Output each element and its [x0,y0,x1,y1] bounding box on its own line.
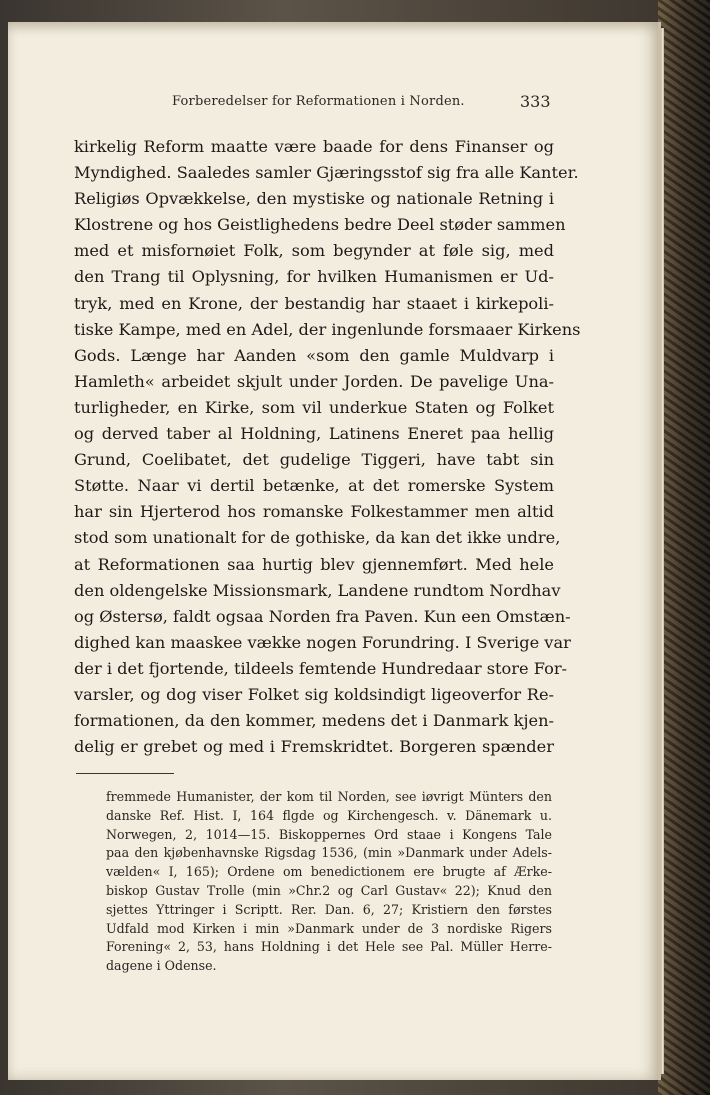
text-line: stod som unationalt for de gothiske, da kan det ikke undre, [74,528,561,548]
running-header: Forberedelser for Reformationen i Norden. [172,94,465,109]
text-line: kirkelig Reform maatte være baade for dens Finanser og [74,137,554,156]
text-line: delig er grebet og med i Fremskridtet. Borgeren spænder [74,737,554,757]
text-line: Religiøs Opvækkelse, den mystiske og nationale Retning i [74,189,554,209]
footnote-line: danske Ref. Hist. I, 164 flgde og Kirchengesch. v. Dänemark u. [106,807,552,823]
text-line: varsler, og dog viser Folket sig koldsindigt ligeoverfor Re- [74,684,554,704]
text-line: formationen, da den kommer, medens det i Danmark kjen- [74,711,554,731]
text-line: dighed kan maaskee vække nogen Forundring. I Sverige var [74,632,571,652]
text-line: og derved taber al Holdning, Latinens Eneret paa hellig [74,424,554,444]
footnote-line: biskop Gustav Trolle (min »Chr.2 og Carl Gustav« 22); Knud den [106,882,552,898]
text-line: der i det fjortende, tildeels femtende Hundredaar store For- [74,658,568,678]
text-line: Myndighed. Saaledes samler Gjæringsstof sig fra alle Kanter. [74,163,579,183]
text-line: Klostrene og hos Geistlighedens bedre Deel støder sammen [74,215,566,235]
text-line: at Reformationen saa hurtig blev gjennemført. Med hele [74,554,554,574]
text-line: med et misfornøiet Folk, som begynder at føle sig, med [74,241,554,261]
footnote-rule [76,773,174,774]
footnote-line: fremmede Humanister, der kom til Norden, see iøvrigt Münters den [106,789,552,804]
text-line: tryk, med en Krone, der bestandig har staaet i kirkepoli- [74,293,554,313]
footnote-line: Udfald mod Kirken i min »Danmark under de 3 nordiske Rigers [106,920,552,936]
text-line: tiske Kampe, med en Adel, der ingenlunde forsmaaer Kirkens [74,319,581,339]
footnote-line: sjettes Yttringer i Scriptt. Rer. Dan. 6, 27; Kristiern den førstes [106,901,552,917]
text-line: Grund, Coelibatet, det gudelige Tiggeri, have tabt sin [74,450,554,470]
footnote-line: Forening« 2, 53, hans Holdning i det Hele see Pal. Müller Herre- [106,939,552,955]
page-number: 333 [520,92,551,111]
text-line: Hamleth« arbeidet skjult under Jorden. De pavelige Una- [74,371,554,391]
text-line: turligheder, en Kirke, som vil underkue Staten og Folket [74,397,554,417]
footnote-line: dagene i Odense. [106,958,217,974]
footnote-line: paa den kjøbenhavnske Rigsdag 1536, (min »Danmark under Adels- [106,845,552,861]
text-line: og Østersø, faldt ogsaa Norden fra Paven. Kun een Omstæn- [74,606,571,626]
text-line: den Trang til Oplysning, for hvilken Humanismen er Ud- [74,267,554,287]
text-line: den oldengelske Missionsmark, Landene rundtom Nordhav [74,580,561,600]
footnote-line: Norwegen, 2, 1014—15. Biskoppernes Ord staae i Kongens Tale [106,826,552,842]
footnote [106,788,552,976]
text-line: har sin Hjerterod hos romanske Folkestammer men altid [74,502,554,522]
text-line: Støtte. Naar vi dertil betænke, at det romerske System [74,476,554,496]
footnote-line: vælden« I, 165); Ordene om benedictionem ere brugte af Ærke- [106,864,552,880]
text-line: Gods. Længe har Aanden «som den gamle Muldvarp i [74,345,554,365]
book-binding [658,0,710,1095]
main-text [74,134,581,760]
